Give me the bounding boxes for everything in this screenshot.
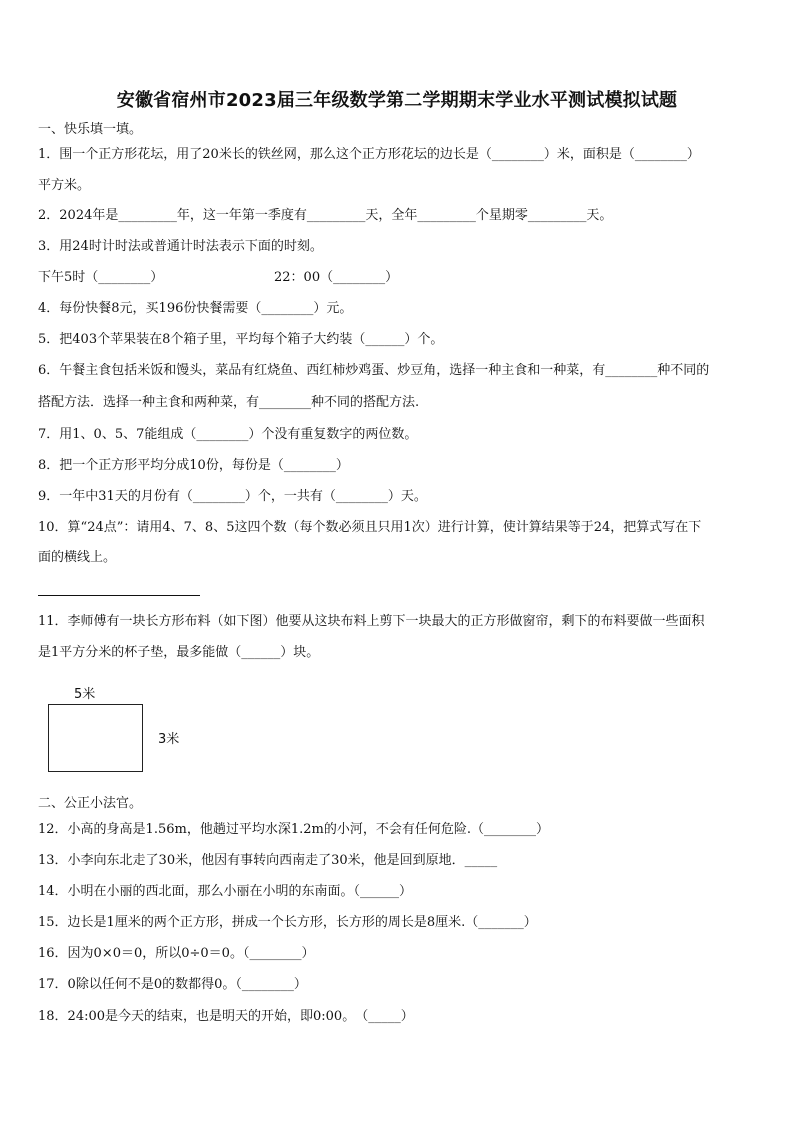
- answer-line[interactable]: [38, 595, 200, 596]
- question-14: 14．小明在小丽的西北面，那么小丽在小明的东南面。（______）: [38, 884, 413, 899]
- question-6-line-1: 6．午餐主食包括米饭和馒头，菜品有红烧鱼、西红柿炒鸡蛋、炒豆角，选择一种主食和一种菜，有________种不同的: [38, 363, 710, 378]
- section-heading-true-false: 二、公正小法官。: [38, 796, 143, 811]
- question-4: 4．每份快餐8元，买196份快餐需要（________）元。: [38, 301, 353, 316]
- question-3: 3．用24时计时法或普通计时法表示下面的时刻。: [38, 239, 323, 254]
- question-11-line-1: 11．李师傅有一块长方形布料（如下图）他要从这块布料上剪下一块最大的正方形做窗帘，剩下的布料要做一些面积: [38, 614, 705, 629]
- question-5: 5．把403个苹果装在8个箱子里，平均每个箱子大约装（______）个。: [38, 332, 444, 347]
- question-11-line-2: 是1平方分米的杯子垫，最多能做（______）块。: [38, 645, 320, 660]
- question-3-part-a: 下午5时（________）: [38, 270, 164, 285]
- question-12: 12．小高的身高是1.56m，他趟过平均水深1.2m的小河，不会有任何危险.（________）: [38, 822, 549, 837]
- question-10-line-2: 面的横线上。: [38, 550, 117, 565]
- question-3-part-b: 22：00（________）: [274, 270, 399, 285]
- question-9: 9．一年中31天的月份有（________）个，一共有（________）天。: [38, 489, 427, 504]
- section-heading-fill-in: 一、快乐填一填。: [38, 122, 143, 137]
- question-6-line-2: 搭配方法．选择一种主食和两种菜，有________种不同的搭配方法.: [38, 395, 420, 410]
- question-16: 16．因为0×0＝0，所以0÷0＝0。（________）: [38, 946, 315, 961]
- question-1-line-1: 1．围一个正方形花坛，用了20米长的铁丝网，那么这个正方形花坛的边长是（________）米，面积是（________）: [38, 147, 700, 162]
- question-18: 18．24:00是今天的结束，也是明天的开始，即0:00。 （_____）: [38, 1009, 414, 1024]
- page-title: 安徽省宿州市2023届三年级数学第二学期期末学业水平测试模拟试题: [116, 90, 678, 111]
- question-7: 7．用1、0、5、7能组成（________）个没有重复数字的两位数。: [38, 427, 418, 442]
- rectangle-height-label: 3米: [158, 732, 180, 747]
- question-2: 2．2024年是_________年，这一年第一季度有_________天，全年_________个星期零_________天。: [38, 208, 613, 223]
- question-10-line-1: 10．算“24点”：请用4、7、8、5这四个数（每个数必须且只用1次）进行计算，使计算结果等于24，把算式写在下: [38, 520, 702, 535]
- question-15: 15．边长是1厘米的两个正方形，拼成一个长方形，长方形的周长是8厘米.（_______）: [38, 915, 537, 930]
- question-1-line-2: 平方米。: [38, 178, 91, 193]
- question-8: 8．把一个正方形平均分成10份，每份是（________）: [38, 458, 349, 473]
- question-13: 13．小李向东北走了30米，他因有事转向西南走了30米，他是回到原地．_____: [38, 853, 498, 868]
- rectangle-figure: [48, 704, 143, 772]
- rectangle-width-label: 5米: [74, 687, 96, 702]
- question-17: 17．0除以任何不是0的数都得0。（________）: [38, 977, 307, 992]
